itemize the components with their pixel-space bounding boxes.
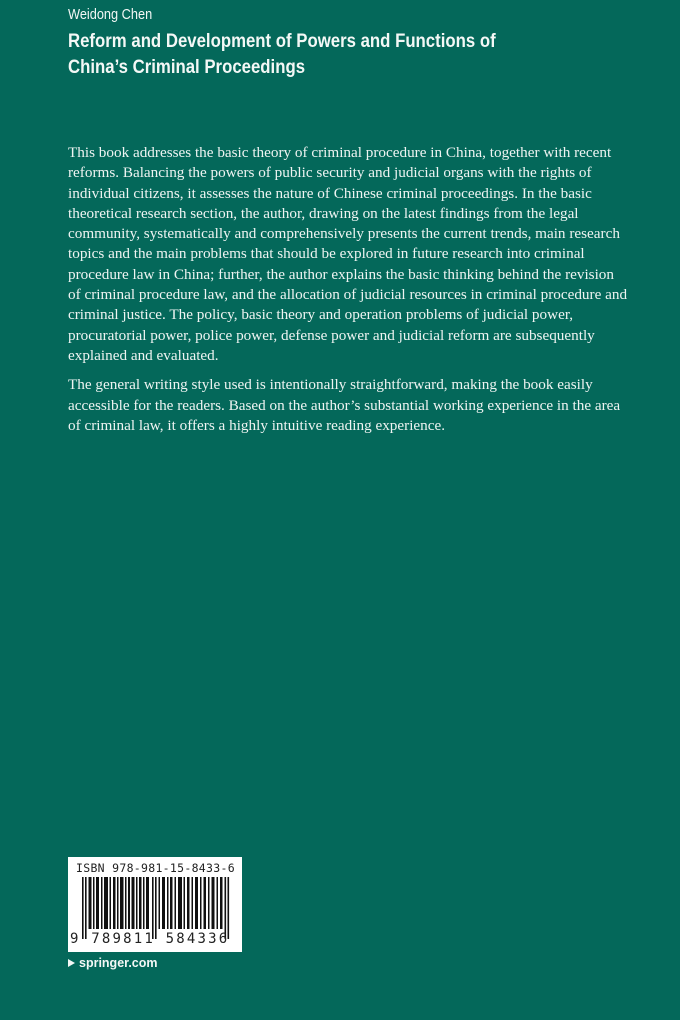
- title-line-1: Reform and Development of Powers and Functions of: [68, 30, 496, 52]
- book-title: [68, 28, 550, 80]
- barcode-icon: [82, 877, 232, 939]
- book-description: [68, 143, 628, 445]
- description-paragraph-1: This book addresses the basic theory of criminal procedure in China, together with recent reforms. Balancing the powers of public security and judicial organs with the rights of individual citizens, it assesses the nature of Chinese criminal proceedings. In the basic theoretical research section, the author, drawing on the latest findings from the legal community, systematically and comprehensively presents the current trends, main research topics and the main problems that should be explored in future research into criminal procedure law in China; further, the author explains the basic thinking behind the revision of criminal procedure law, and the allocation of judicial resources in criminal procedure and criminal justice. The policy, basic theory and operation problems of judicial power, procuratorial power, police power, defense power and judicial reform are subsequently explained and evaluated.: [68, 144, 628, 364]
- arrow-right-icon: [68, 959, 75, 967]
- author-name: Weidong Chen: [68, 7, 153, 23]
- description-paragraph-2: The general writing style used is intentionally straightforward, making the book easily accessible for the readers. Based on the author’s substantial working experience in the area of criminal law, it offers a highly intuitive reading experience.: [68, 376, 621, 434]
- isbn-label: ISBN 978-981-15-8433-6: [76, 861, 235, 875]
- publisher-link[interactable]: [68, 956, 158, 970]
- title-line-2: China’s Criminal Proceedings: [68, 56, 306, 78]
- isbn-barcode-box: [68, 857, 242, 952]
- publisher-link-label[interactable]: springer.com: [79, 956, 158, 970]
- barcode-digits: 9 789811 584336: [70, 931, 230, 947]
